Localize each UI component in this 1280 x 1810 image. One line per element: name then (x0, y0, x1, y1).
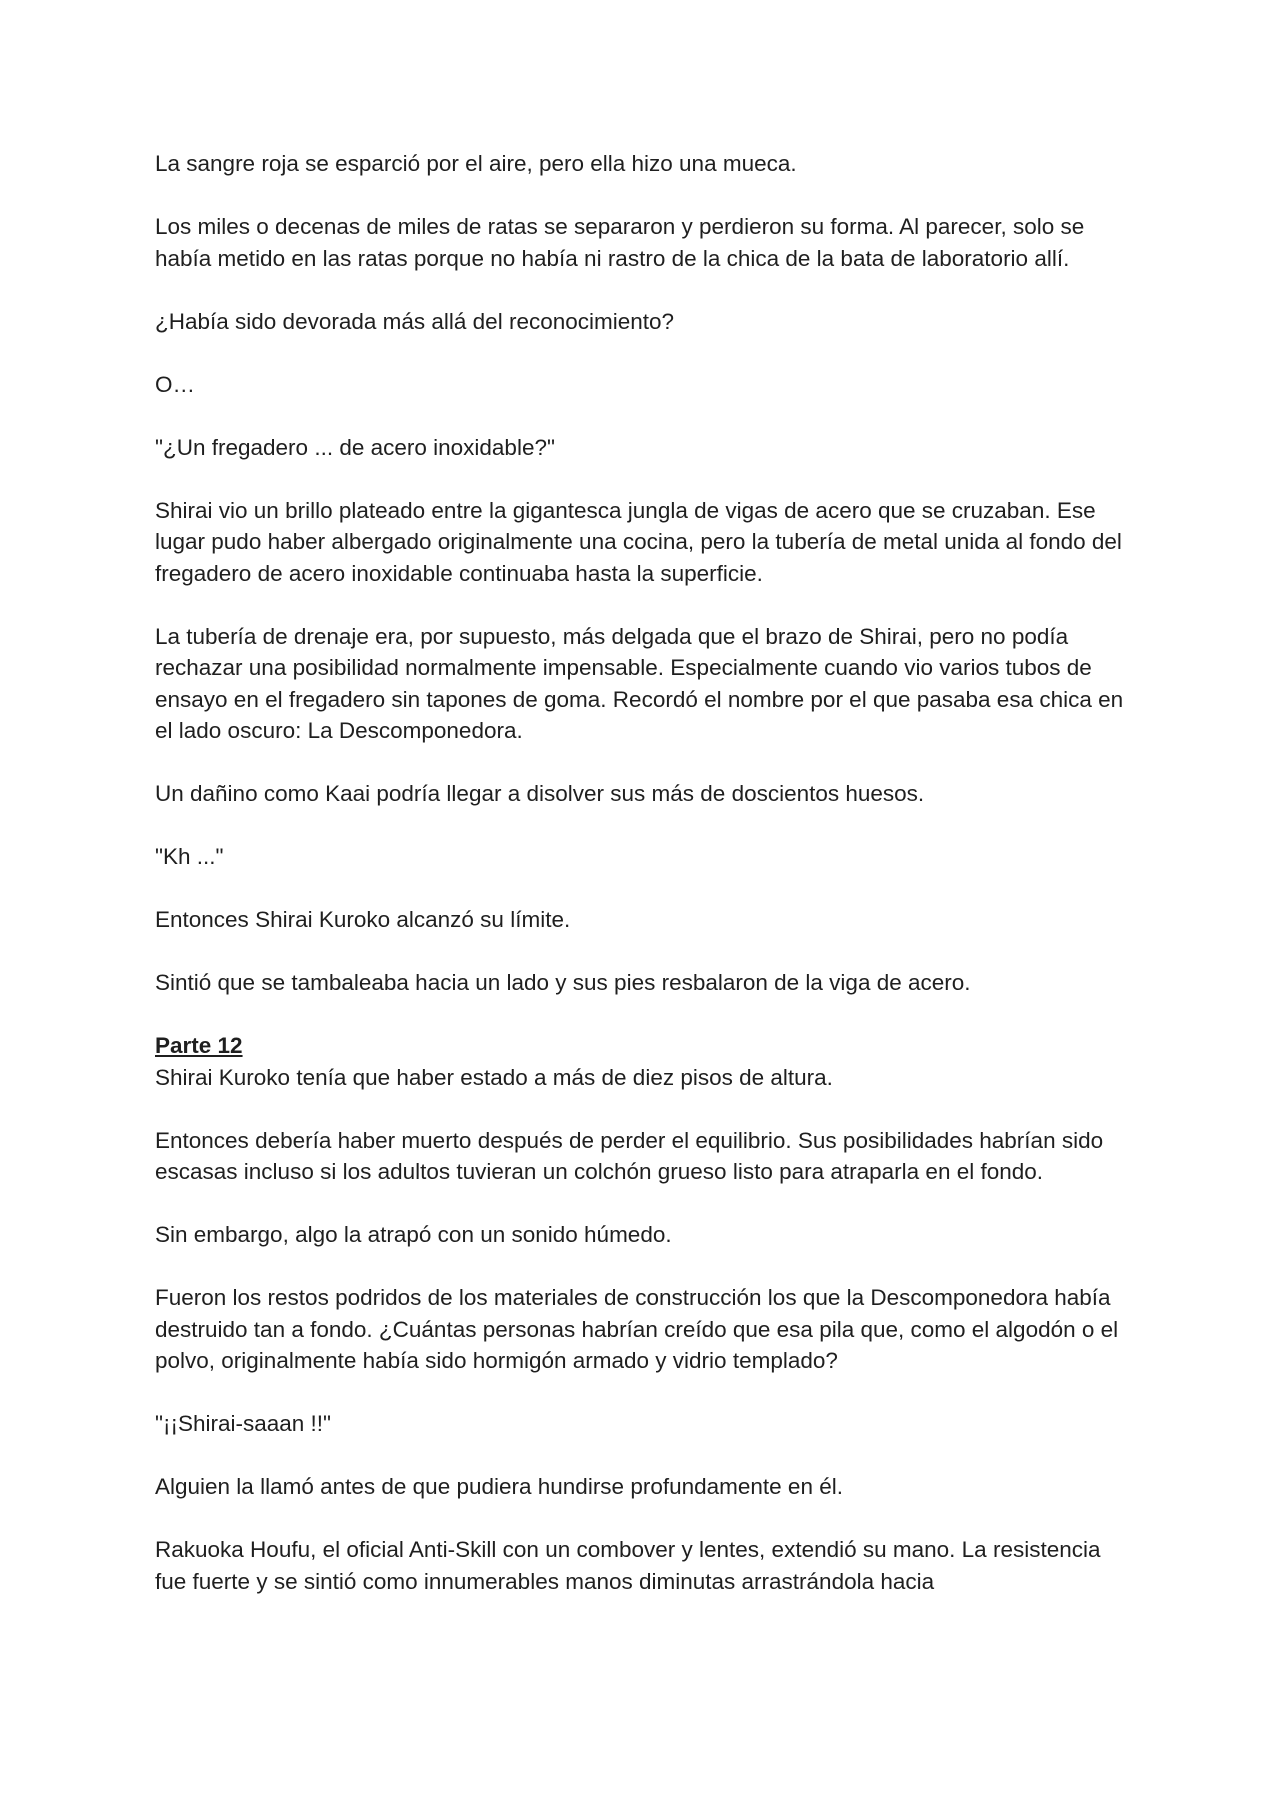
paragraph: La tubería de drenaje era, por supuesto, más delgada que el brazo de Shirai, pero no podía rechazar una posibilidad normalmente impensable. Especialmente cuando vio varios tubos de ensayo en el fregadero sin tapones de goma. Recordó el nombre por el que pasaba esa chica en el lado oscuro: La Descomponedora. (155, 623, 1124, 743)
paragraph: Entonces debería haber muerto después de perder el equilibrio. Sus posibilidades habrían sido escasas incluso si los adultos tuvieran un colchón grueso listo para atraparla en el fondo. (155, 1127, 1104, 1184)
paragraph: Shirai vio un brillo plateado entre la gigantesca jungla de vigas de acero que se cruzaban. Ese lugar pudo haber albergado originalmente una cocina, pero la tubería de metal unida al fondo del fregadero de acero inoxidable continuaba hasta la superficie. (155, 497, 1122, 586)
section-heading: Parte 12 (155, 1033, 243, 1058)
paragraph: Un dañino como Kaai podría llegar a disolver sus más de doscientos huesos. (155, 781, 925, 806)
paragraph: Rakuoka Houfu, el oficial Anti-Skill con un combover y lentes, extendió su mano. La resistencia fue fuerte y se sintió como innumerables manos diminutas arrastrándola hacia (155, 1537, 1101, 1594)
paragraph: Entonces Shirai Kuroko alcanzó su límite. (155, 907, 571, 932)
paragraph: Los miles o decenas de miles de ratas se separaron y perdieron su forma. Al parecer, solo se había metido en las ratas porque no había ni rastro de la chica de la bata de laboratorio allí. (155, 214, 1085, 271)
document-page (155, 148, 1130, 1597)
paragraph: Shirai Kuroko tenía que haber estado a más de diez pisos de altura. (155, 1064, 833, 1090)
paragraph: Sin embargo, algo la atrapó con un sonido húmedo. (155, 1222, 672, 1247)
dialogue-line: "¿Un fregadero ... de acero inoxidable?" (155, 434, 555, 460)
paragraph: O… (155, 371, 196, 397)
paragraph: Sintió que se tambaleaba hacia un lado y sus pies resbalaron de la viga de acero. (155, 970, 971, 995)
paragraph: Alguien la llamó antes de que pudiera hundirse profundamente en él. (155, 1474, 843, 1499)
dialogue-line: "Kh ..." (155, 844, 224, 869)
paragraph: La sangre roja se esparció por el aire, pero ella hizo una mueca. (155, 151, 797, 176)
paragraph: Fueron los restos podridos de los materiales de construcción los que la Descomponedora había destruido tan a fondo. ¿Cuántas personas habrían creído que esa pila que, como el algodón o el polvo, originalmente había sido hormigón armado y vidrio templado? (155, 1285, 1119, 1373)
dialogue-line: "¡¡Shirai-saaan !!" (155, 1411, 332, 1436)
paragraph: ¿Había sido devorada más allá del reconocimiento? (155, 308, 675, 334)
